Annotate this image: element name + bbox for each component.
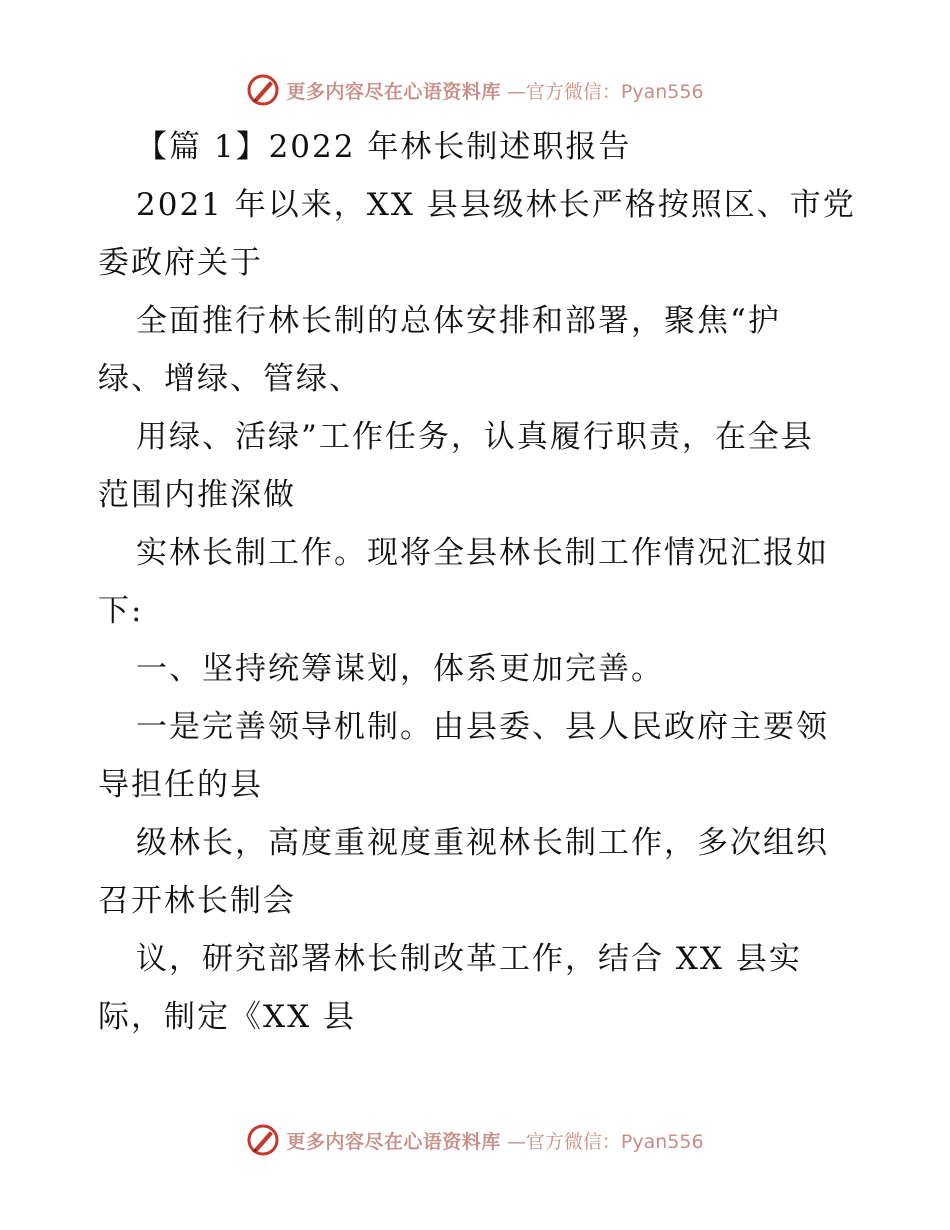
- paragraph-line: 际，制定《XX 县: [98, 999, 356, 1035]
- paragraph-line: 级林长，高度重视度重视林长制工作，多次组织: [136, 825, 829, 861]
- paragraph-line: 召开林长制会: [98, 883, 296, 919]
- watermark-contact: —官方微信：Pyan556: [506, 1130, 704, 1153]
- paragraph-line: 全面推行林长制的总体安排和部署，聚焦“护: [136, 303, 781, 339]
- document-body: [98, 118, 858, 1046]
- paragraph-line: 2021 年以来，XX 县县级林长严格按照区、市党: [136, 187, 856, 223]
- pen-logo-icon: [246, 1123, 280, 1157]
- paragraph-line: 议，研究部署林长制改革工作，结合 XX 县实: [136, 941, 802, 977]
- paragraph-line: 实林长制工作。现将全县林长制工作情况汇报如: [136, 535, 829, 571]
- watermark-text: 更多内容尽在心语资料库: [286, 1130, 501, 1153]
- paragraph-line: 一是完善领导机制。由县委、县人民政府主要领: [136, 709, 829, 745]
- section-heading: 一、坚持统筹谋划，体系更加完善。: [136, 651, 664, 687]
- paragraph-line: 下:: [98, 593, 144, 629]
- document-title: 【篇 1】2022 年林长制述职报告: [136, 129, 632, 165]
- pen-logo-icon: [246, 73, 280, 107]
- paragraph-line: 用绿、活绿”工作任务，认真履行职责，在全县: [136, 419, 814, 455]
- paragraph-line: 绿、增绿、管绿、: [98, 361, 362, 397]
- paragraph-line: 导担任的县: [98, 767, 263, 803]
- header-watermark: [0, 70, 950, 110]
- paragraph-line: 委政府关于: [98, 245, 263, 281]
- watermark-text: 更多内容尽在心语资料库: [286, 80, 501, 103]
- watermark-contact: —官方微信：Pyan556: [506, 80, 704, 103]
- footer-watermark: [0, 1120, 950, 1160]
- paragraph-line: 范围内推深做: [98, 477, 296, 513]
